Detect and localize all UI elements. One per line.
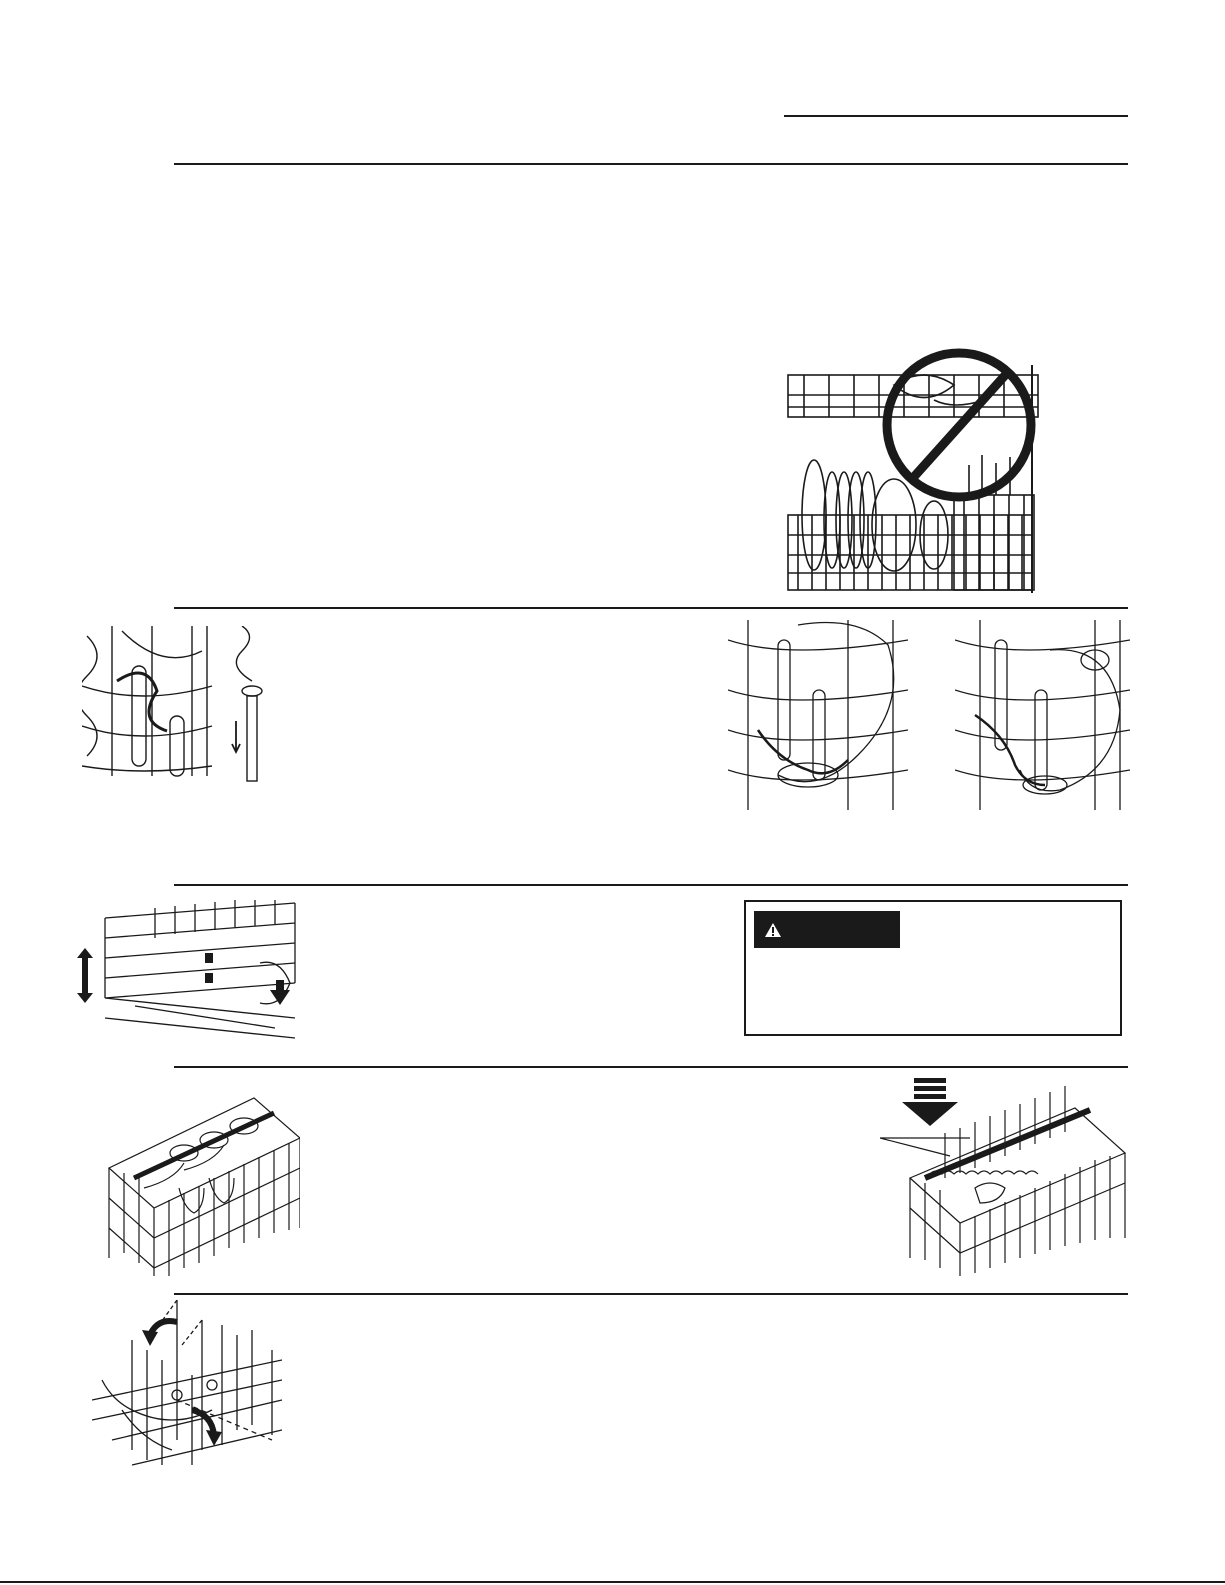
header-long-rule — [174, 163, 1128, 165]
tine-sleeve-illustration — [82, 626, 272, 786]
stemware-shelf-fold-illustration — [880, 1078, 1130, 1276]
section-divider-1 — [174, 607, 1128, 609]
folding-tines-illustration — [92, 1300, 282, 1470]
stemware-rack-illustration — [104, 1078, 300, 1276]
section-divider-4 — [174, 1293, 1128, 1295]
bottle-on-tine-illustration-1 — [728, 620, 908, 810]
warning-callout-box — [744, 900, 1122, 1036]
section-divider-2 — [174, 884, 1128, 886]
bottle-on-tine-illustration-2 — [955, 620, 1130, 810]
warning-badge — [754, 911, 900, 948]
section-divider-3 — [174, 1066, 1128, 1068]
header-short-rule — [784, 115, 1128, 117]
adjustable-upper-rack-illustration — [75, 898, 300, 1056]
loaded-rack-prohibited-illustration — [784, 345, 1054, 595]
footer-rule — [0, 1581, 1225, 1583]
warning-triangle-icon — [764, 922, 782, 938]
